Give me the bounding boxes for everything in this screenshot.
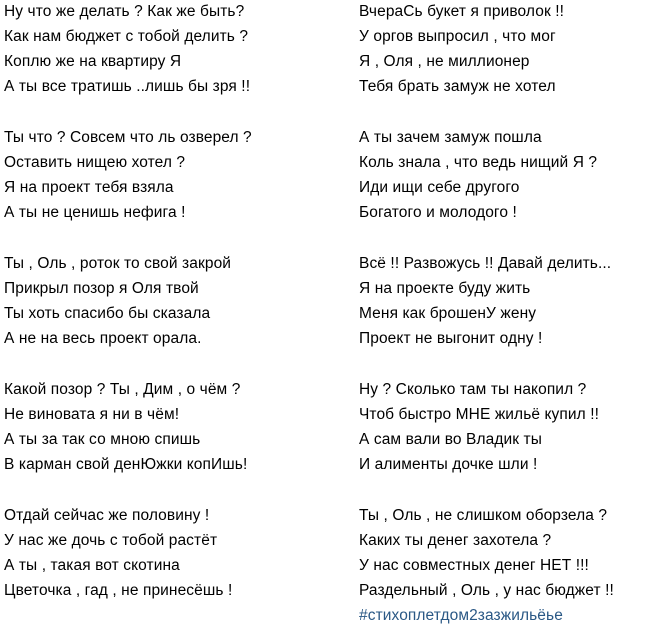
- poem-line: Каких ты денег захотела ?: [359, 532, 552, 549]
- poem-line: Ты , Оль , не слишком оборзела ?: [359, 507, 608, 524]
- poem-line: А не на весь проект орала.: [4, 330, 202, 347]
- poem-line: А ты не ценишь нефига !: [4, 204, 186, 221]
- poem-line: Ну что же делать ? Как же быть?: [4, 3, 245, 20]
- poem-line: Как нам бюджет с тобой делить ?: [4, 28, 249, 45]
- poem-line: Ты хоть спасибо бы сказала: [4, 305, 211, 322]
- poem-line: Ты что ? Совсем что ль озверел ?: [4, 129, 252, 146]
- poem-line: Коль знала , что ведь нищий Я ?: [359, 154, 598, 171]
- poem-line: Ты , Оль , роток то свой закрой: [4, 255, 232, 272]
- poem-line: У нас совместных денег НЕТ !!!: [359, 557, 589, 574]
- poem-line: А сам вали во Владик ты: [359, 431, 542, 448]
- poem-line: А ты все тратишь ..лишь бы зря !!: [4, 78, 251, 95]
- poem-line: Тебя брать замуж не хотел: [359, 78, 556, 95]
- poem-line: Я , Оля , не миллионер: [359, 53, 530, 70]
- poem-line: У нас же дочь с тобой растёт: [4, 532, 218, 549]
- poem-line: Проект не выгонит одну !: [359, 330, 543, 347]
- poem-line: ВчераСь букет я приволок !!: [359, 3, 565, 20]
- poem-line: Коплю же на квартиру Я: [4, 53, 182, 70]
- poem-line: Меня как брошенУ жену: [359, 305, 537, 322]
- poem-line: А ты зачем замуж пошла: [359, 129, 542, 146]
- poem-line: Всё !! Развожусь !! Давай делить...: [359, 255, 612, 272]
- poem-line: Отдай сейчас же половину !: [4, 507, 210, 524]
- poem-line: И алименты дочке шли !: [359, 456, 538, 473]
- poem-line: Я на проекте буду жить: [359, 280, 531, 297]
- poem-line: Раздельный , Оль , у нас бюджет !!: [359, 582, 614, 599]
- poem-line: Чтоб быстро МНЕ жильё купил !!: [359, 406, 600, 423]
- poem-line: Какой позор ? Ты , Дим , о чём ?: [4, 381, 241, 398]
- hashtag-link[interactable]: #стихоплетдом2зазжильёье: [359, 607, 563, 624]
- poem-line: Прикрыл позор я Оля твой: [4, 280, 199, 297]
- poem-line: Ну ? Сколько там ты накопил ?: [359, 381, 587, 398]
- poem-line: А ты , такая вот скотина: [4, 557, 180, 574]
- poem-line: В карман свой денЮжки копИшь!: [4, 456, 248, 473]
- poem-line: А ты за так со мною спишь: [4, 431, 201, 448]
- poem-line: Не виновата я ни в чём!: [4, 406, 180, 423]
- poem-line: Цветочка , гад , не принесёшь !: [4, 582, 233, 599]
- poem-line: Оставить нищею хотел ?: [4, 154, 186, 171]
- poem-line: Богатого и молодого !: [359, 204, 517, 221]
- poem-line: Я на проект тебя взяла: [4, 179, 174, 196]
- poem-line: У оргов выпросил , что мог: [359, 28, 556, 45]
- poem-line: Иди ищи себе другого: [359, 179, 520, 196]
